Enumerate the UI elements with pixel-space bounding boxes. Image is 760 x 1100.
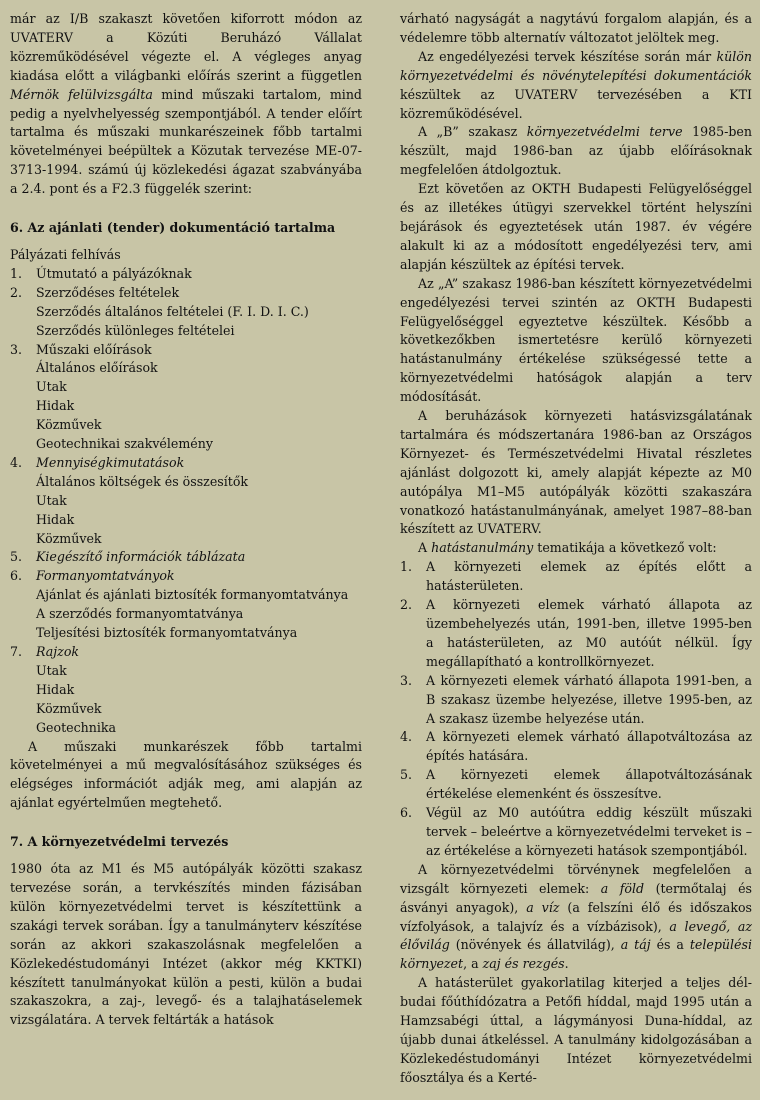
p8-b: a föld: [600, 880, 645, 896]
tender-item-label: Szerződéses feltételek: [36, 284, 180, 300]
p7-pre: A: [418, 540, 432, 556]
p8-i: és a: [650, 937, 690, 953]
tender-item: [10, 265, 362, 284]
tender-subitem: Geotechnika: [36, 719, 117, 735]
topic-item-text: Végül az M0 autóútra eddig készült műszaki tervek – beleértve a környezetvédelmi terveket is – az értékelése a környezeti hatások szempontjából.: [426, 805, 752, 858]
tender-item: [10, 643, 362, 662]
tender-subitem: Közművek: [36, 700, 102, 716]
tender-subitem: Általános költségek és összesítők: [36, 473, 249, 489]
topic-item: [400, 728, 752, 766]
p3-pre: A „B” szakasz: [418, 124, 527, 140]
tender-subitem: Közművek: [36, 530, 102, 546]
p8-c: (termőtalaj és ásványi anyagok),: [400, 880, 752, 915]
right-paragraph-4: Ezt követően az OKTH Budapesti Felügyelőséggel és az illetékes útügyi szervekkel történt helyszíni bejárások és egyeztetések után 1987. év végére alakult ki az a módosított engedélyezési terv, ami alapján készültek az építési tervek.: [400, 181, 752, 272]
section-6-heading: 6. Az ajánlati (tender) dokumentáció tartalma: [10, 220, 336, 236]
tender-item-number: 4.: [10, 454, 23, 470]
right-paragraph-1: várható nagyságát a nagytávú forgalom alapján, és a védelemre több alternatív változatot jelöltek meg.: [400, 11, 752, 45]
tender-subitem: Utak: [36, 379, 67, 395]
right-paragraph-5: Az „A” szakasz 1986-ban készített környezetvédelmi engedélyezési tervei szintén az OKTH Budapesti Felügyelőséggel egyeztetve készültek. Később a következőkben ismertetésre kerülő környezeti hatástanulmány értékelése szükségessé tette a környezetvédelmi hatóságok alapján a terv módosítását.: [400, 275, 752, 405]
tender-subitem: Szerződés általános feltételei (F. I. D. I. C.): [36, 303, 309, 319]
p2-post: készültek az UVATERV tervezésében a KTI közreműködésével.: [400, 86, 752, 121]
tender-item-number: 3.: [10, 341, 23, 357]
topic-item-number: 2.: [400, 597, 413, 613]
p3-post: 1985-ben készült, majd 1986-ban az újabb előírásoknak megfelelően átdolgoztuk.: [400, 124, 752, 178]
topic-item-text: A környezeti elemek várható állapota az üzembehelyezés után, 1991-ben, illetve 1995-ben a hatásterületen, az M0 autóút nélkül. Így megállapítható a kontrollkörnyezet.: [426, 597, 752, 669]
p2-italic: külön környezetvédelmi és növénytelepítési dokumentációk: [400, 48, 752, 83]
tender-item: [10, 567, 362, 586]
tender-subitem: Hidak: [36, 681, 75, 697]
p8-l: zaj és rezgés: [482, 956, 565, 972]
right-column: [400, 10, 752, 1088]
p3-italic: környezetvédelmi terve: [526, 124, 683, 140]
p8-a: A környezetvédelmi törvénynek megfelelően a vizsgált környezeti elemek:: [400, 861, 752, 896]
para-after-list: A műszaki munkarészek főbb tartalmi követelményei a mű megvalósításához szükséges és elégséges információt adják meg, ami alapján az ajánlat egyértelműen megtehető.: [10, 738, 362, 811]
tender-item-label: Mennyiségkimutatások: [36, 454, 185, 470]
right-paragraph-3: [400, 123, 752, 180]
left-column: [10, 10, 362, 1030]
topic-item: [400, 804, 752, 861]
tender-item-number: 1.: [10, 265, 23, 281]
topic-item-text: A környezeti elemek az építés előtt a hatásterületen.: [426, 559, 752, 594]
tender-subitem: Teljesítési biztosíték formanyomtatványa: [36, 625, 298, 641]
tender-subitem: Hidak: [36, 398, 75, 414]
tender-subitem: Közművek: [36, 417, 102, 433]
right-paragraph-6: A beruházások környezeti hatásvizsgálatának tartalmára és módszertanára 1986-ban az Országos Környezet- és Természetvédelmi Hivatal részletes ajánlást dolgozott ki, amely alapját képezte az M0 autópálya M1–M5 autópályák közötti szakaszára vonatkozó hatástanulmányának, amelyet 1987–88-ban készített az UVATERV.: [400, 408, 752, 537]
topic-item: [400, 766, 752, 804]
tender-item-number: 5.: [10, 549, 23, 565]
tender-item-label: Útmutató a pályázóknak: [36, 265, 192, 281]
tender-item-label: Műszaki előírások: [36, 341, 152, 357]
p8-d: a víz: [526, 899, 560, 915]
right-paragraph-9: A hatásterület gyakorlatilag kiterjed a teljes dél-budai főúthídózatra a Petőfi híddal, majd 1995 után a Hamzsabégi úttal, a lágymányosi Duna-híddal, az újabb dunai átkeléssel. A tanulmány kidolgozásában a Közlekedéstudományi Intézet környezetvédelmi főosztálya és a Kerté-: [400, 975, 752, 1085]
p8-f: a levegő, az élővilág: [400, 918, 752, 953]
topic-item: [400, 672, 752, 729]
tender-item-number: 6.: [10, 568, 23, 584]
right-paragraph-8: [400, 861, 752, 974]
tender-subitem: Ajánlat és ajánlati biztosíték formanyomtatványa: [36, 587, 349, 603]
p2-pre: Az engedélyezési tervek készítése során már: [418, 48, 717, 64]
tender-item-label: Formanyomtatványok: [36, 568, 175, 584]
p8-g: (növények és állatvilág),: [449, 937, 621, 953]
tender-subitem: Utak: [36, 662, 67, 678]
topic-item: [400, 558, 752, 596]
topic-item-text: A környezeti elemek állapotváltozásának értékelése elemenként és összesítve.: [426, 767, 752, 802]
tender-item: [10, 454, 362, 473]
study-topics-list: [400, 558, 752, 861]
intro-italic: Mérnök felülvizsgálta: [10, 86, 153, 102]
topic-item-number: 6.: [400, 805, 413, 821]
tender-item-number: 2.: [10, 284, 23, 300]
intro-text-a: már az I/B szakaszt követően kiforrott módon az UVATERV a Közúti Beruházó Vállalat közreműködésével végezte el. A végleges anyag kiadása előtt a világbanki előírás szerint a független: [10, 11, 362, 83]
p8-h: a táj: [620, 937, 651, 953]
topic-item-number: 3.: [400, 672, 413, 688]
tender-subitem: Általános előírások: [36, 360, 158, 376]
tender-subitem: Hidak: [36, 511, 75, 527]
p8-e: (a felszíni élő és időszakos vízfolyások, a talajvíz és a vízbázisok),: [400, 899, 752, 934]
p8-k: , a: [463, 956, 483, 972]
tender-item-label: Kiegészítő információk táblázata: [36, 549, 246, 565]
tender-label: Pályázati felhívás: [10, 246, 121, 262]
topic-item: [400, 596, 752, 672]
right-paragraph-7: [400, 539, 752, 558]
tender-item: [10, 341, 362, 360]
topic-item-text: A környezeti elemek várható állapotváltozása az építés hatására.: [426, 729, 752, 764]
tender-contents-list: [10, 265, 362, 738]
tender-item-label: Rajzok: [36, 644, 80, 659]
tender-subitem: Utak: [36, 492, 67, 508]
topic-item-number: 1.: [400, 559, 413, 575]
tender-item: [10, 548, 362, 567]
p8-j: települési környezet: [400, 937, 752, 972]
tender-item: [10, 284, 362, 303]
topic-item-text: A környezeti elemek várható állapota 1991-ben, a B szakasz üzembe helyezése, illetve 1995-ben, az A szakasz üzembe helyezése után.: [426, 672, 752, 726]
p7-italic: hatástanulmány: [431, 540, 534, 556]
intro-text-b: mind műszaki tartalom, mind pedig a nyelvhelyesség szempontjából. A tender előírt tartalma és műszaki munkarészeinek főbb tartalmi követelményei beépültek a Közutak tervezése ME-07-3713-1994. számú új közlekedési ágazat szabványába a 2.4. pont és a F2.3 függelék szerint:: [10, 86, 362, 197]
tender-subitem: A szerződés formanyomtatványa: [36, 606, 244, 622]
tender-subitem: Szerződés különleges feltételei: [36, 322, 235, 338]
section-7-paragraph: 1980 óta az M1 és M5 autópályák közötti szakasz tervezése során, a tervkészítés minden fázisában külön környezetvédelmi tervet is készítettünk a szakági tervek sorában. Így a tanulmányterv készítése során az akkori szakaszolásnak megfelelően a Közlekedéstudományi Intézet (akkor még KKTKI) készített tanulmányokat külön a pesti, külön a budai szakaszokra, a zaj-, levegő- és a talajhatáselemek vizsgálatára. A tervek feltárták a hatások: [10, 861, 362, 1028]
topic-item-number: 4.: [400, 729, 413, 745]
p8-m: .: [564, 956, 569, 972]
topic-item-number: 5.: [400, 767, 413, 783]
p7-post: tematikája a következő volt:: [533, 540, 717, 556]
tender-subitem: Geotechnikai szakvélemény: [36, 436, 213, 452]
right-paragraph-2: [400, 48, 752, 124]
intro-paragraph: [10, 10, 362, 199]
tender-item-number: 7.: [10, 644, 23, 659]
section-7-heading: 7. A környezetvédelmi tervezés: [10, 834, 229, 850]
